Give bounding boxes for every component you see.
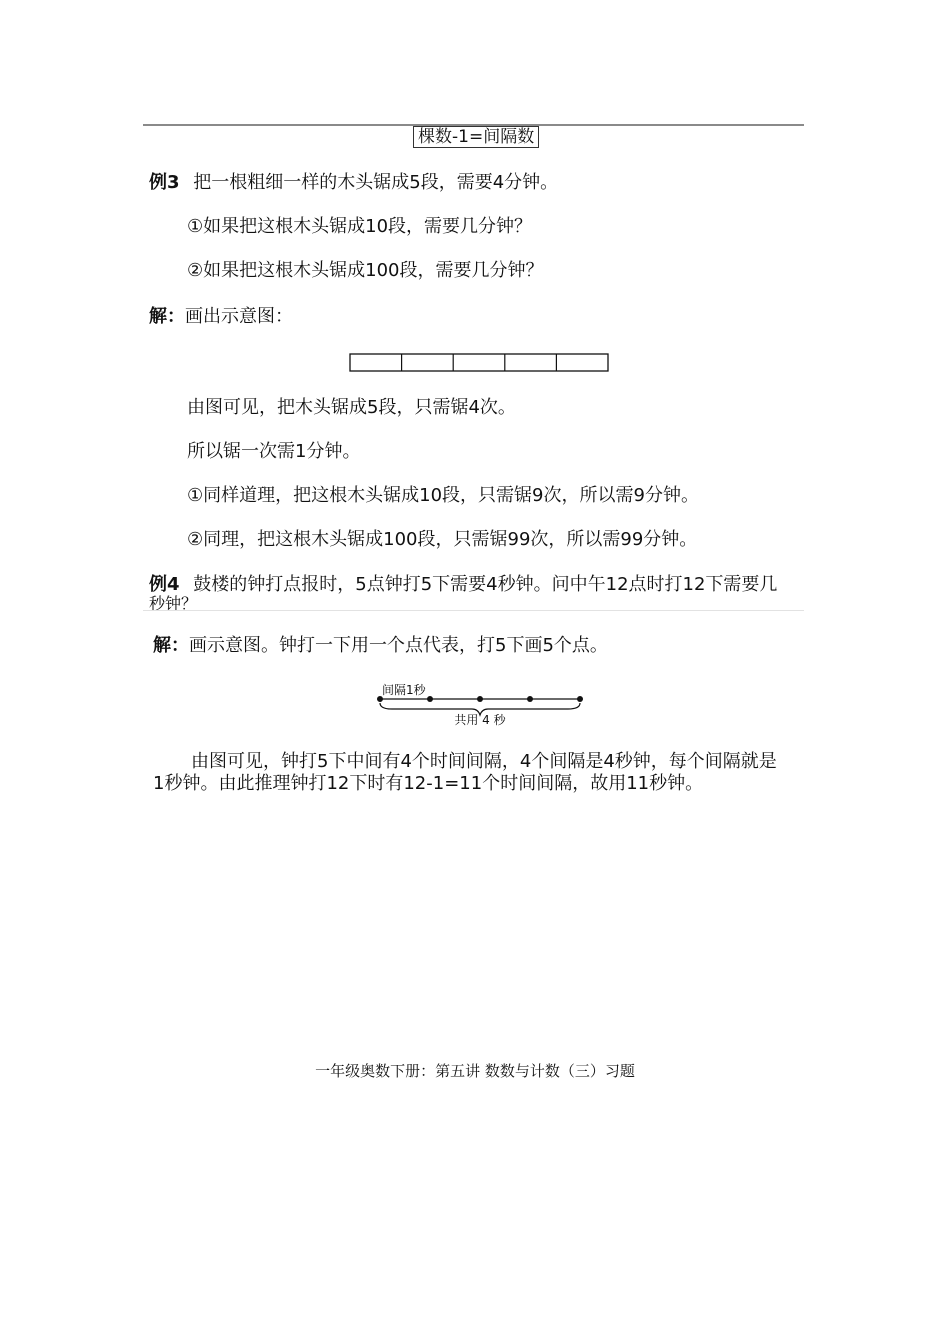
section-rule [143, 610, 804, 611]
clock-diagram [372, 680, 592, 730]
formula-box: 棵数-1=间隔数 [413, 126, 539, 148]
solution3-line1: 由图可见，把木头锯成5段，只需锯4次。 [187, 397, 516, 418]
clock-dot [377, 696, 383, 702]
example3-q2: ②如果把这根木头锯成100段，需要几分钟？ [187, 260, 544, 281]
example3-question: 把一根粗细一样的木头锯成5段，需要4分钟。 [193, 172, 559, 193]
example3-q1: ①如果把这根木头锯成10段，需要几分钟？ [187, 216, 533, 237]
solution3-intro-line [149, 305, 293, 329]
solution3-intro: 画出示意图： [185, 306, 293, 327]
solution4-intro-line [153, 634, 608, 658]
solution3-line4: ②同理，把这根木头锯成100段，只需锯99次，所以需99分钟。 [187, 529, 698, 550]
example4-label: 例4 [149, 574, 180, 595]
clock-dot [527, 696, 533, 702]
clock-dot [577, 696, 583, 702]
example4-question-line2: 秒钟？ [149, 594, 198, 613]
solution4-line2: 1秒钟。由此推理钟打12下时有12-1=11个时间间隔，故用11秒钟。 [153, 773, 704, 794]
example3-question-line [149, 171, 558, 195]
log-diagram [347, 352, 611, 376]
log-outline [350, 354, 608, 371]
solution3-line3: ①同样道理，把这根木头锯成10段，只需锯9次，所以需9分钟。 [187, 485, 699, 506]
page-footer: 一年级奥数下册：第五讲 数数与计数（三）习题 [315, 1062, 635, 1080]
total-label: 共用 4 秒 [454, 713, 506, 727]
interval-label: 间隔1秒 [382, 683, 426, 697]
clock-dot [427, 696, 433, 702]
example4-question: 鼓楼的钟打点报时，5点钟打5下需要4秒钟。问中午12点时打12下需要几 [193, 574, 778, 595]
solution3-label: 解： [149, 306, 185, 327]
clock-dot [477, 696, 483, 702]
example3-label: 例3 [149, 172, 180, 193]
solution4-intro: 画示意图。钟打一下用一个点代表，打5下画5个点。 [189, 635, 608, 656]
solution4-line1: 由图可见，钟打5下中间有4个时间间隔，4个间隔是4秒钟，每个间隔就是 [191, 751, 777, 772]
solution3-line2: 所以锯一次需1分钟。 [187, 441, 361, 462]
solution4-label: 解： [153, 635, 189, 656]
example4-question-line1 [149, 573, 777, 597]
